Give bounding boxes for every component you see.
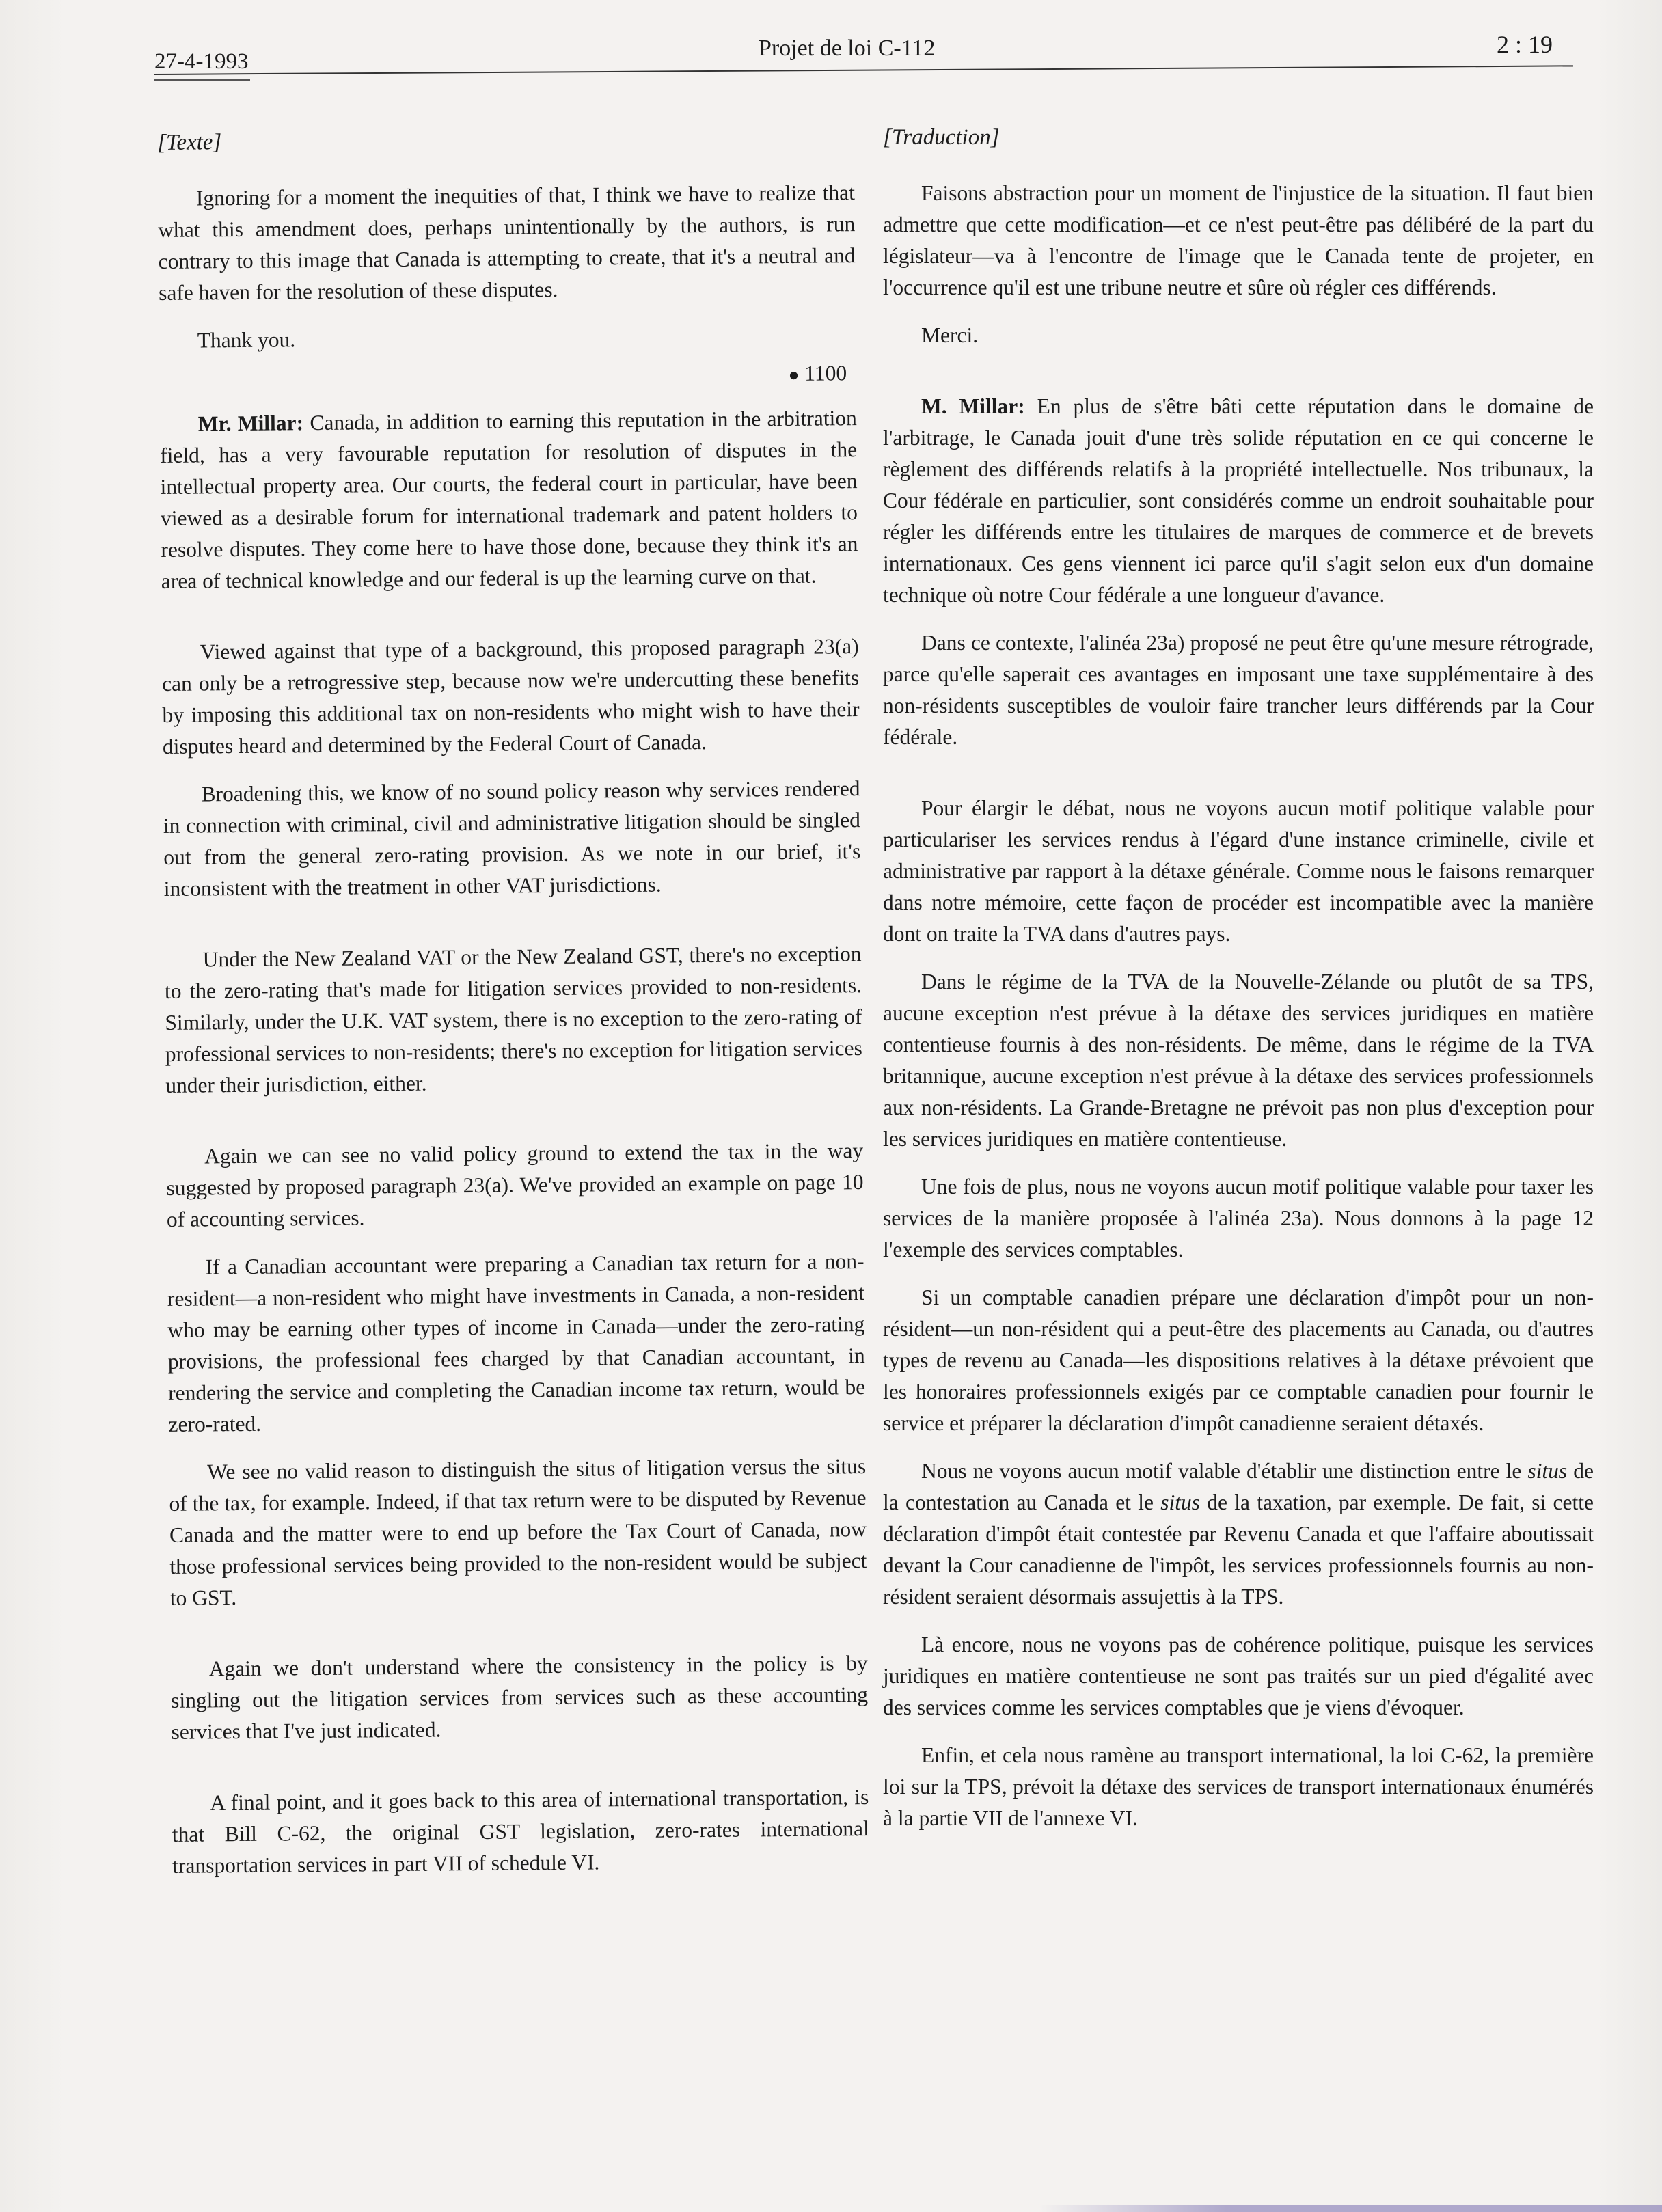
- left-paragraph-5: Broadening this, we know of no sound policy reason why services rendered in connection with criminal, civil and administrative litigation should be singled out from the general zero-rating provision. As we note in our brief, it's inconsistent with the treatment in other VAT jurisdictions.: [163, 776, 861, 901]
- left-paragraph-2: Thank you.: [197, 327, 296, 353]
- speaker-name-fr: M. Millar:: [921, 394, 1025, 418]
- time-marker: [159, 357, 847, 396]
- left-paragraph-1: Ignoring for a moment the inequities of that, I think we have to realize that what this amendment does, perhaps unintentionally by the authors, is run contrary to this image that Canada is attempting to create, that it's a neutral and safe haven for the resolution of these disputes.: [158, 180, 856, 305]
- right-paragraph-10: Là encore, nous ne voyons pas de cohérence politique, puisque les services juridiques en matière contentieuse ne sont pas traités sur un pied d'égalité avec des services comme les services comptables que je viens d'évoquer.: [883, 1633, 1594, 1719]
- right-paragraph-5: Pour élargir le débat, nous ne voyons aucun motif politique valable pour particulariser les services rendus à l'égard d'une instance criminelle, civile et administrative par rapport à la détaxe générale. Comme nous le faisons remarquer dans notre mémoire, cette façon de procéder est incompatible avec la manière dont on traite la TVA dans d'autres pays.: [883, 796, 1594, 946]
- header-title: Projet de loi C-112: [759, 36, 936, 61]
- left-paragraph-10: Again we don't understand where the consistency in the policy is by singling out the litigation services from services such as these accounting services that I've just indicated.: [170, 1651, 869, 1744]
- left-paragraph-3: [160, 402, 858, 597]
- french-column: [883, 122, 1594, 1851]
- situs-term-2: situs: [1160, 1490, 1200, 1514]
- spacer: [883, 368, 1594, 391]
- left-paragraph-6: Under the New Zealand VAT or the New Zealand GST, there's no exception to the zero-rating that's made for litigation services provided to non-residents. Similarly, under the U.K. VAT system, there is no exception to the zero-rating of professional services to non-residents; there's no exception for litigation services under their jurisdiction, either.: [164, 942, 862, 1097]
- left-paragraph-8: If a Canadian accountant were preparing a Canadian tax return for a non-resident—a non-resident who might have investments in Canada, a non-resident who may be earning other types of income in Canada—under the zero-rating provisions, the professional fees charged by that Canadian accountant, in rendering the service and completing the Canadian income tax return, would be zero-rated.: [167, 1249, 866, 1436]
- header-underline: [154, 79, 250, 81]
- right-paragraph-11: Enfin, et cela nous ramène au transport international, la loi C-62, la première loi sur la TPS, prévoit la détaxe des services de transport internationaux énumérés à la partie VII de l'annexe VI.: [883, 1743, 1594, 1830]
- left-column-label: [Texte]: [157, 130, 222, 155]
- right-paragraph-4: Dans ce contexte, l'alinéa 23a) proposé ne peut être qu'une mesure rétrograde, parce qu'elle saperait ces avantages en imposant une taxe supplémentaire à des non-résidents susceptibles de vouloir faire trancher leurs différends par la Cour fédérale.: [883, 631, 1594, 749]
- right-paragraph-9: [883, 1456, 1594, 1613]
- right-paragraph-7: Une fois de plus, nous ne voyons aucun motif politique valable pour taxer les services de la manière proposée à l'alinéa 23a). Nous donnons à la page 12 l'exemple des services comptables.: [883, 1175, 1594, 1261]
- speaker-name-en: Mr. Millar:: [197, 411, 304, 436]
- right-paragraph-3: [883, 391, 1594, 611]
- situs-term-1: situs: [1527, 1459, 1568, 1483]
- bullet-icon: ●: [788, 364, 800, 385]
- right-paragraph-9-part-a: Nous ne voyons aucun motif valable d'établir une distinction entre le: [921, 1459, 1528, 1483]
- right-paragraph-9-part-b: de la contestation au Canada et le: [883, 1459, 1594, 1514]
- spacer: [883, 769, 1594, 793]
- time-marker-text: 1100: [804, 361, 847, 385]
- right-paragraph-1: Faisons abstraction pour un moment de l'injustice de la situation. Il faut bien admettre que cette modification—et ce n'est peut-être pas délibéré de la part du législateur—va à l'encontre de l'image que le Canada tente de projeter, en l'occurrence qu'il est une tribune neutre et sûre où régler ces différends.: [883, 181, 1594, 299]
- right-column-label: [Traduction]: [883, 125, 1000, 150]
- header-date: 27-4-1993: [154, 49, 249, 74]
- english-column: [157, 121, 870, 1898]
- left-paragraph-11: A final point, and it goes back to this area of international transportation, is that Bill C-62, the original GST legislation, zero-rates international transportation services in part VII of schedule VI.: [172, 1785, 869, 1878]
- right-paragraph-9-part-c: de la taxation, par exemple. De fait, si cette déclaration d'impôt était contestée par Revenu Canada et que l'affaire aboutissait devant la Cour canadienne de l'impôt, les services professionnels fournis au non-résident seraient désormais assujettis à la TPS.: [883, 1490, 1594, 1609]
- right-paragraph-8: Si un comptable canadien prépare une déclaration d'impôt pour un non-résident—un non-résident qui a peut-être des placements au Canada, ou d'autres types de revenu au Canada—les dispositions relatives à la détaxe prévoient que les honoraires professionnels exigés par ce comptable canadien pour fournir le service et préparer la déclaration d'impôt canadienne seraient détaxés.: [883, 1285, 1594, 1435]
- right-paragraph-6: Dans le régime de la TVA de la Nouvelle-Zélande ou plutôt de sa TPS, aucune exception n'est prévue à la détaxe des services juridiques en matière contentieuse fournis à des non-résidents. De même, dans le régime de la TVA britannique, aucune exception n'est prévue à la détaxe des services professionnels aux non-résidents. La Grande-Bretagne ne prévoit pas non plus d'exception pour les services juridiques en matière contentieuse.: [883, 970, 1594, 1151]
- left-paragraph-9: We see no valid reason to distinguish the situs of litigation versus the situs of the tax, for example. Indeed, if that tax return were to be disputed by Revenue Canada and the matter were to end up before the Tax Court of Canada, now those professional services being provided to the non-resident would be subject to GST.: [169, 1454, 867, 1610]
- left-paragraph-7: Again we can see no valid policy ground to extend the tax in the way suggested by proposed paragraph 23(a). We've provided an example on page 10 of accounting services.: [166, 1138, 864, 1231]
- right-paragraph-3-text: En plus de s'être bâti cette réputation dans le domaine de l'arbitrage, le Canada jouit d'une très solide réputation en ce qui concerne le règlement des différends relatifs à la propriété intellectuelle. Nos tribunaux, la Cour fédérale en particulier, sont considérés comme un endroit souhaitable pour régler les différends entre les titulaires de marques de commerce et de brevets internationaux. Ces gens viennent ici parce qu'il s'agit selon eux d'un domaine technique où notre Cour fédérale a une longueur d'avance.: [883, 394, 1594, 607]
- header-page-number: 2 : 19: [1496, 31, 1553, 58]
- right-paragraph-2: Merci.: [921, 323, 979, 347]
- left-paragraph-4: Viewed against that type of a background, this proposed paragraph 23(a) can only be a retrogressive step, because now we're undercutting these benefits by imposing this additional tax on non-residents who might wish to have their disputes heard and determined by the Federal Court of Canada.: [161, 634, 860, 759]
- left-paragraph-3-text: Canada, in addition to earning this reputation in the arbitration field, has a very favourable reputation for resolution of disputes in the intellectual property area. Our courts, the federal court in particular, have been viewed as a desirable forum for international trademark and patent holders to resolve disputes. They come here to have those done, because they think it's an area of technical knowledge and our federal is up the learning curve on that.: [160, 406, 858, 593]
- scan-edge-strip: [1039, 2205, 1662, 2212]
